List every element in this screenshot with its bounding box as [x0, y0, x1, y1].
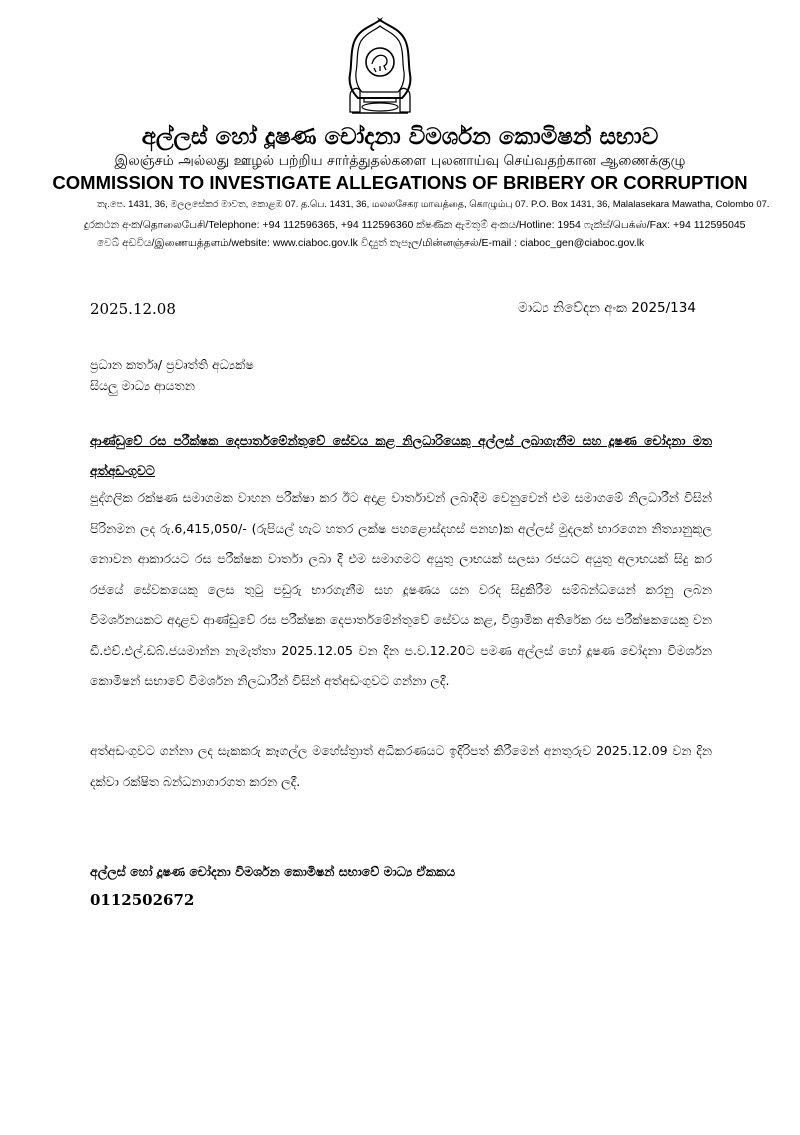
contact-line: දුරකථන අංක/தொலைபேசி/Telephone: +94 112596365, +94 112596360 ක්ෂණික ඇමතුම් අංකය/Hotline: 1954 ෆැක්ස්/பெக்ஸ்/Fax: +94 112595045	[84, 219, 746, 231]
body-paragraph: පුද්ගලික රක්ෂණ සමාගමක වාහන පරීක්ෂා කර ඊට අදාළ වාර්තාවන් ලබාදීම වෙනුවෙන් එම සමාගමේ නිලධාරීන් විසින් පිරිනමන ලද රු.6,415,050/- (රුපියල් හැට හතර ලක්ෂ පහළොස්දහස් පනහ)ක අල්ලස් මුදලක් භාරගෙන නිත්‍යානුකූල නොවන ආකාරයට රස පරීක්ෂක වාර්තා ලබා දී එම සමාගමට අයුතු ලාභයක් සලසා රජයට අයුතු අලාභයක් සිදු කර රජයේ සේවකයෙකු ලෙස තුටු පඩුරු භාරගැනීම සහ දූෂණය යන වරද සිදුකිරීම සම්බන්ධයෙන් කරනු ලබන විමර්ශනයකට අදාළව ආණ්ඩුවේ රස පරීක්ෂක දෙපාර්තමේන්තුවේ සේවය කළ, විශ්‍රාමික අතිරේක රස පරීක්ෂකයෙකු වන ඩී.එච්.එල්.ඩබ්.ජයමාන්න නැමැත්තා 2025.12.05 වන දින ප.ව.12.20ට පමණ අල්ලස් හෝ දූෂණ චෝදනා විමර්ශන කොමිෂන් සභාවේ විමර්ශන නිලධාරීන් විසින් අත්අඩංගුවට ගන්නා ලදී.	[90, 490, 712, 688]
signature-unit: අල්ලස් හෝ දූෂණ චෝදනා විමර්ශන කොමිෂන් සභාවේ මාධ්‍ය ඒකකය	[90, 864, 456, 879]
body-paragraph: අත්අඩංගුවට ගන්නා ලද සැකකරු කෑගල්ල මහේස්ත්‍රාත් අධිකරණයට ඉදිරිපත් කිරීමෙන් අනතුරුව 2025.12.09 වන දින දක්වා රක්ෂිත බන්ධනාගාරගත කරන ලදී.	[90, 743, 712, 789]
document-date: 2025.12.08	[90, 300, 176, 318]
signature-phone: 0112502672	[90, 891, 195, 909]
address-line: තැ.පෙ. 1431, 36, මලලසේකර මාවත, කොළඹ 07. த.பெ. 1431, 36, மலலசேகர மாவத்தை, கொழும்பு 07. P.O. Box 1431, 36, Malalasekara Mawatha, Colombo 07.	[97, 199, 770, 210]
org-name-english: COMMISSION TO INVESTIGATE ALLEGATIONS OF BRIBERY OR CORRUPTION	[52, 172, 748, 193]
web-email-line: වෙබ් අඩවිය/இணையத்தளம்/website: www.ciaboc.gov.lk විද්‍යුත් තැපෑල/மின்னஞ்சல்/E-mail : ciaboc_gen@ciaboc.gov.lk	[97, 237, 645, 249]
org-name-sinhala: අල්ලස් හෝ දූෂණ චෝදනා විමර්ශන කොමිෂන් සභාව	[141, 124, 659, 150]
media-release-number: මාධ්‍ය නිවේදන අංක 2025/134	[518, 300, 696, 316]
subject-heading: ආණ්ඩුවේ රස පරීක්ෂක දෙපාර්තමේන්තුවේ සේවය කළ නිලධාරියෙකු අල්ලස් ලබාගැනීම සහ දූෂණ චෝදනා මත අත්අඩංගුවට	[90, 433, 712, 478]
recipient-line: සියලු මාධ්‍ය ආයතන	[90, 378, 195, 393]
national-emblem-icon	[344, 16, 416, 116]
recipient-line: ප්‍රධාන කර්තෘ/ ප්‍රවෘත්ති අධ්‍යක්ෂ	[90, 357, 254, 372]
org-name-tamil: இலஞ்சம் அல்லது ஊழல் பற்றிய சார்த்துதல்களை புலனாய்வு செய்வதற்கான ஆணைக்குழு	[114, 153, 686, 169]
